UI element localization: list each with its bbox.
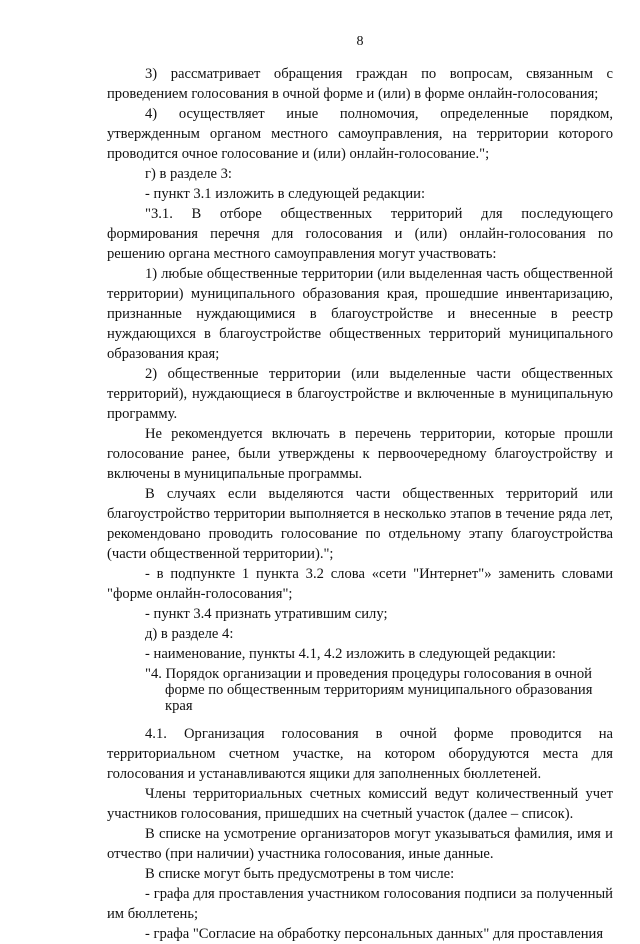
page-number: 8 xyxy=(356,34,364,49)
paragraph: - наименование, пункты 4.1, 4.2 изложить в следующей редакции: xyxy=(145,646,556,662)
section-heading xyxy=(107,666,613,714)
paragraph: - пункт 3.1 изложить в следующей редакции: xyxy=(145,186,426,202)
paragraph: г) в разделе 3: xyxy=(145,166,232,182)
paragraph: В случаях если выделяются части общественных территорий или благоустройство территории выполняется в несколько этапов в течение ряда лет, рекомендовано проводить голосование по отдельному этапу благоустройства (части общественной территории)."; xyxy=(107,486,613,562)
section-heading-line: форме по общественным территориям муниципального образования xyxy=(165,682,593,698)
paragraph: - графа "Согласие на обработку персональных данных" для проставления xyxy=(145,926,604,942)
paragraph: Не рекомендуется включать в перечень территории, которые прошли голосование ранее, были утверждены к первоочередному благоустройству и включены в муниципальные программы. xyxy=(107,426,613,482)
document-page xyxy=(107,34,613,944)
paragraph: - в подпункте 1 пункта 3.2 слова «сети "Интернет"» заменить словами "форме онлайн-голосования"; xyxy=(107,566,613,602)
paragraph: - графа для проставления участником голосования подписи за полученный им бюллетень; xyxy=(107,886,613,922)
paragraph: 4.1. Организация голосования в очной форме проводится на территориальном счетном участке, на котором оборудуются места для голосования и устанавливаются ящики для заполненных бюллетеней. xyxy=(107,726,613,782)
paragraph: В списке могут быть предусмотрены в том числе: xyxy=(145,866,455,882)
section-heading-line: "4. Порядок организации и проведения процедуры голосования в очной xyxy=(145,666,592,682)
paragraph: д) в разделе 4: xyxy=(145,626,234,642)
section-heading-line: края xyxy=(165,698,193,714)
paragraph: 1) любые общественные территории (или выделенная часть общественной территории) муниципального образования края, прошедшие инвентаризацию, признанные нуждающимися в благоустройстве и внесенные в реестр нуждающихся в благоустройстве общественных территорий муниципального образования края; xyxy=(107,266,613,362)
paragraph: 4) осуществляет иные полномочия, определенные порядком, утвержденным органом местного самоуправления, на территории которого проводится очное голосование и (или) онлайн-голосование."; xyxy=(107,106,613,162)
paragraph: 3) рассматривает обращения граждан по вопросам, связанным с проведением голосования в очной форме и (или) в форме онлайн-голосования; xyxy=(107,66,613,102)
paragraph: Члены территориальных счетных комиссий ведут количественный учет участников голосования, пришедших на счетный участок (далее – список). xyxy=(107,786,613,822)
paragraph: 2) общественные территории (или выделенные части общественных территорий), нуждающиеся в благоустройстве и включенные в муниципальную программу. xyxy=(107,366,613,422)
paragraph: В списке на усмотрение организаторов могут указываться фамилия, имя и отчество (при наличии) участника голосования, иные данные. xyxy=(107,826,613,862)
paragraph: - пункт 3.4 признать утратившим силу; xyxy=(145,606,388,622)
paragraph: "3.1. В отборе общественных территорий для последующего формирования перечня для голосования и (или) онлайн-голосования по решению органа местного самоуправления могут участвовать: xyxy=(107,206,613,262)
